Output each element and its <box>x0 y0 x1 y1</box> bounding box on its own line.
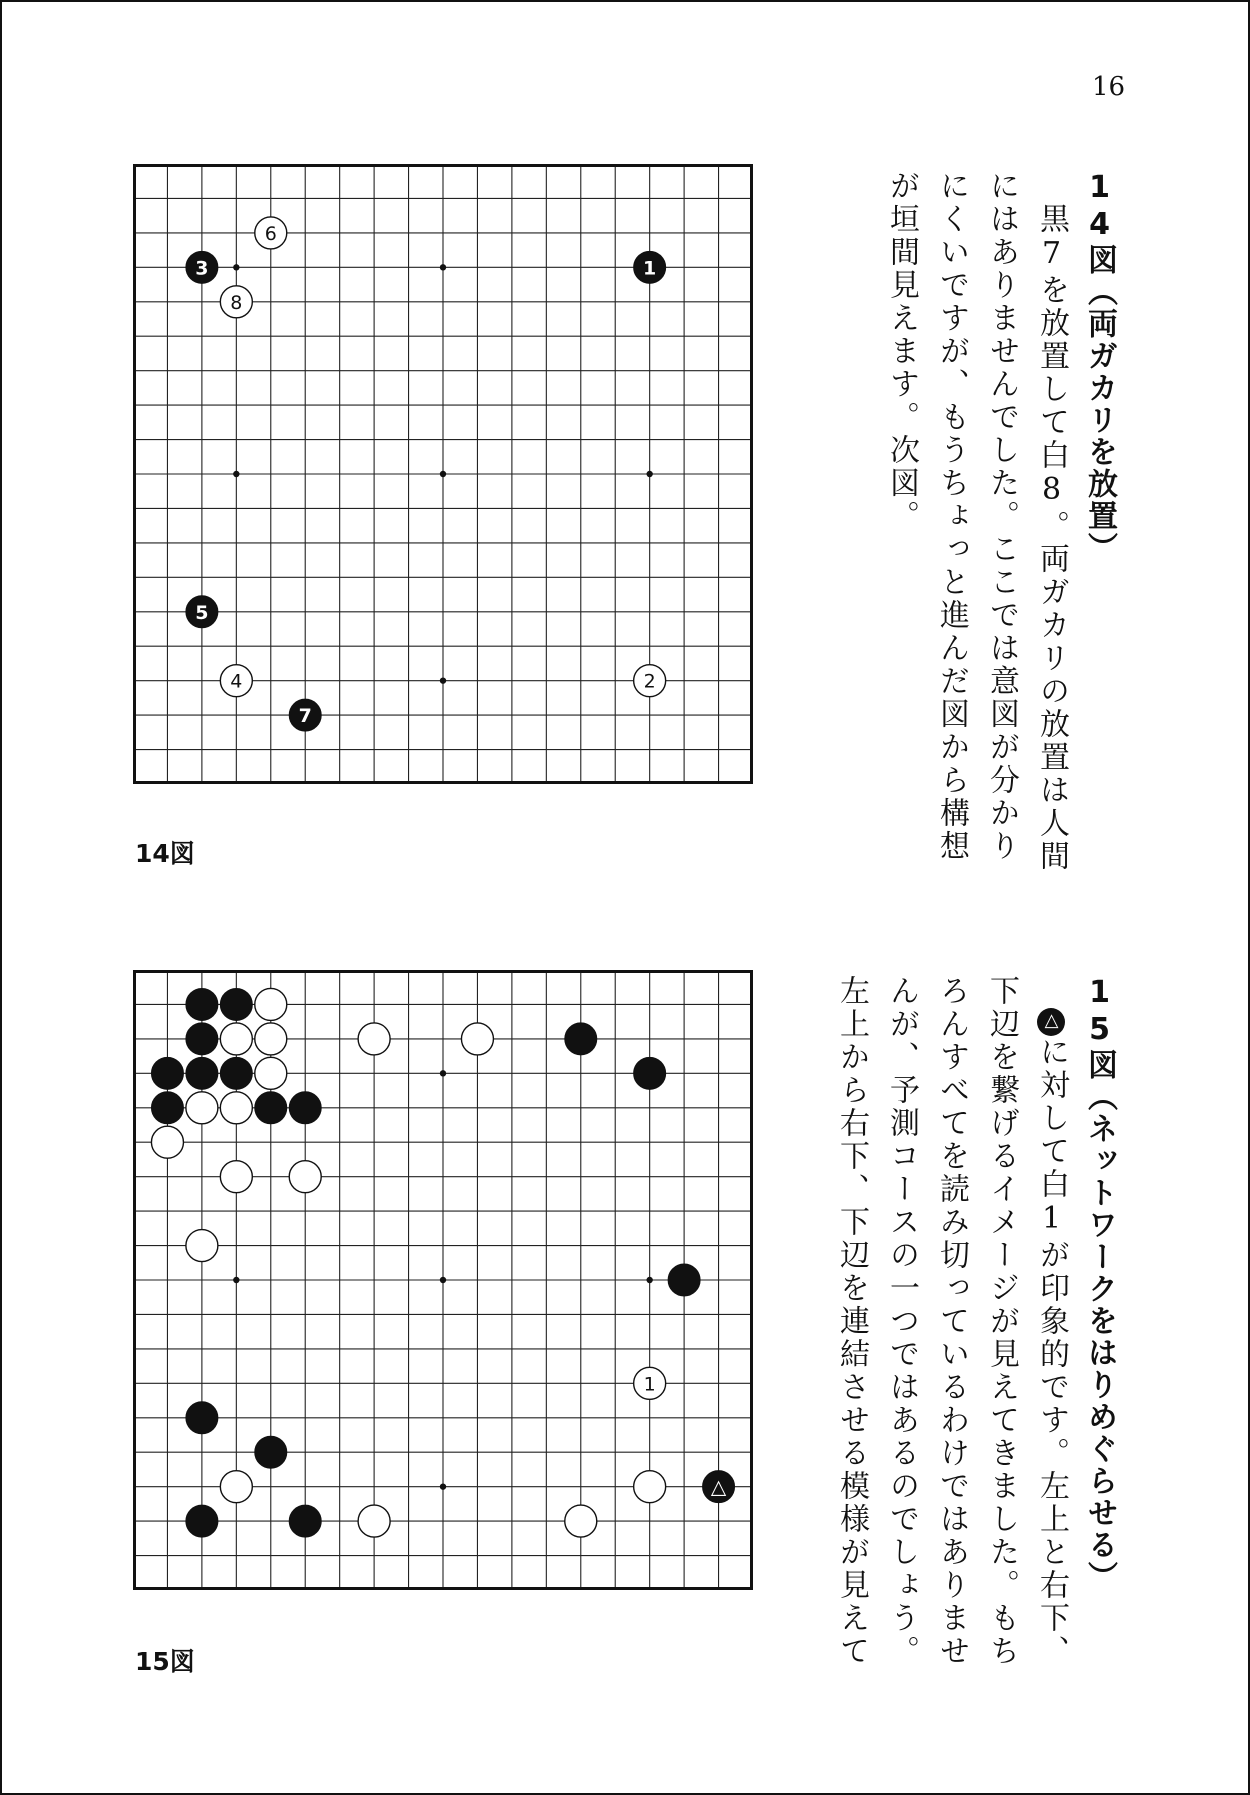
black-stone <box>220 988 252 1020</box>
white-stone <box>289 1161 321 1193</box>
white-stone <box>220 1023 252 1055</box>
black-stone <box>289 1092 321 1124</box>
black-stone <box>565 1023 597 1055</box>
black-stone <box>186 988 218 1020</box>
move-number-label: 8 <box>230 291 243 314</box>
star-point <box>233 1277 239 1283</box>
black-stone <box>151 1057 183 1089</box>
move-number-label: 7 <box>298 705 312 728</box>
text-15-line-5-text: 左上から右下、下辺を連結させる模様が見えて <box>834 975 869 1668</box>
text-14-line-4 <box>884 170 919 533</box>
white-stone <box>220 665 252 697</box>
move-number-label: 3 <box>195 257 209 280</box>
text-14-line-3-text: にくいですが、もうちょっと進んだ図から構想 <box>934 170 969 863</box>
heading-14: 14図（両ガカリを放置） <box>1082 170 1117 564</box>
black-stone <box>703 1471 735 1503</box>
triangle-marker-icon: △ <box>1037 1008 1065 1036</box>
white-stone <box>255 988 287 1020</box>
star-point <box>233 471 239 477</box>
black-stone <box>634 251 666 283</box>
text-15-line-2 <box>984 975 1019 1668</box>
white-stone <box>358 1023 390 1055</box>
move-number-label: △ <box>710 1474 727 1499</box>
white-stone <box>634 1471 666 1503</box>
text-14-line-4-text: が垣間見えます。次図。 <box>884 170 919 533</box>
white-stone <box>186 1092 218 1124</box>
text-14-line-2-text: にはありませんでした。ここでは意図が分かり <box>984 170 1019 863</box>
star-point <box>440 264 446 270</box>
text-15-line-3 <box>934 975 969 1668</box>
star-point <box>440 1483 446 1489</box>
board15-svg <box>133 970 753 1590</box>
star-point <box>440 471 446 477</box>
white-stone <box>358 1505 390 1537</box>
black-stone <box>289 1505 321 1537</box>
white-stone <box>220 1092 252 1124</box>
text-15-line-4-text: んが、予測コースの一つではあるのでしょう。 <box>884 975 919 1668</box>
caption-15: 15図 <box>135 1647 195 1676</box>
white-stone <box>634 1367 666 1399</box>
black-stone <box>668 1264 700 1296</box>
white-stone <box>255 1057 287 1089</box>
black-stone <box>634 1057 666 1089</box>
move-number-label: 1 <box>643 1373 656 1396</box>
caption-14: 14図 <box>135 839 195 868</box>
white-stone <box>255 1023 287 1055</box>
text-14-line-3 <box>934 170 969 863</box>
black-stone <box>186 1057 218 1089</box>
heading-15: 15図（ネットワークをはりめぐらせる） <box>1082 975 1117 1593</box>
star-point <box>233 264 239 270</box>
white-stone <box>634 665 666 697</box>
text-15-line-2-text: 下辺を繋げるイメージが見えてきました。もち <box>984 975 1019 1668</box>
white-stone <box>461 1023 493 1055</box>
move-number-label: 1 <box>643 257 657 280</box>
white-stone <box>220 1471 252 1503</box>
black-stone <box>289 699 321 731</box>
move-number-label: 2 <box>643 670 656 693</box>
star-point <box>440 677 446 683</box>
text-15-line-5 <box>834 975 869 1668</box>
black-stone <box>186 596 218 628</box>
black-stone <box>186 251 218 283</box>
star-point <box>440 1070 446 1076</box>
page-number: 16 <box>1092 72 1126 102</box>
white-stone <box>565 1505 597 1537</box>
text-15-line-1-text: に対して白1が印象的です。左上と右下、 <box>1034 1036 1069 1668</box>
move-number-label: 5 <box>195 601 209 624</box>
move-number-label: 6 <box>264 222 277 245</box>
go-board-14 <box>133 164 753 784</box>
star-point <box>440 1277 446 1283</box>
white-stone <box>220 286 252 318</box>
text-15-line-3-text: ろんすべてを読み切っているわけではありませ <box>934 975 969 1668</box>
black-stone <box>220 1057 252 1089</box>
star-point <box>646 471 652 477</box>
move-number-label: 4 <box>230 670 243 693</box>
white-stone <box>220 1161 252 1193</box>
black-stone <box>186 1023 218 1055</box>
text-15-line-1 <box>1034 1008 1069 1668</box>
text-14-line-1-text: 黒7を放置して白8。両ガカリの放置は人間 <box>1034 203 1069 873</box>
text-15-line-4 <box>884 975 919 1668</box>
black-stone <box>255 1092 287 1124</box>
text-14-line-1 <box>1034 203 1069 873</box>
black-stone <box>186 1505 218 1537</box>
white-stone <box>151 1126 183 1158</box>
black-stone <box>151 1092 183 1124</box>
star-point <box>646 1277 652 1283</box>
white-stone <box>186 1230 218 1262</box>
go-board-15 <box>133 970 753 1590</box>
text-14-line-2 <box>984 170 1019 863</box>
black-stone <box>186 1402 218 1434</box>
board14-svg <box>133 164 753 784</box>
white-stone <box>255 217 287 249</box>
black-stone <box>255 1436 287 1468</box>
